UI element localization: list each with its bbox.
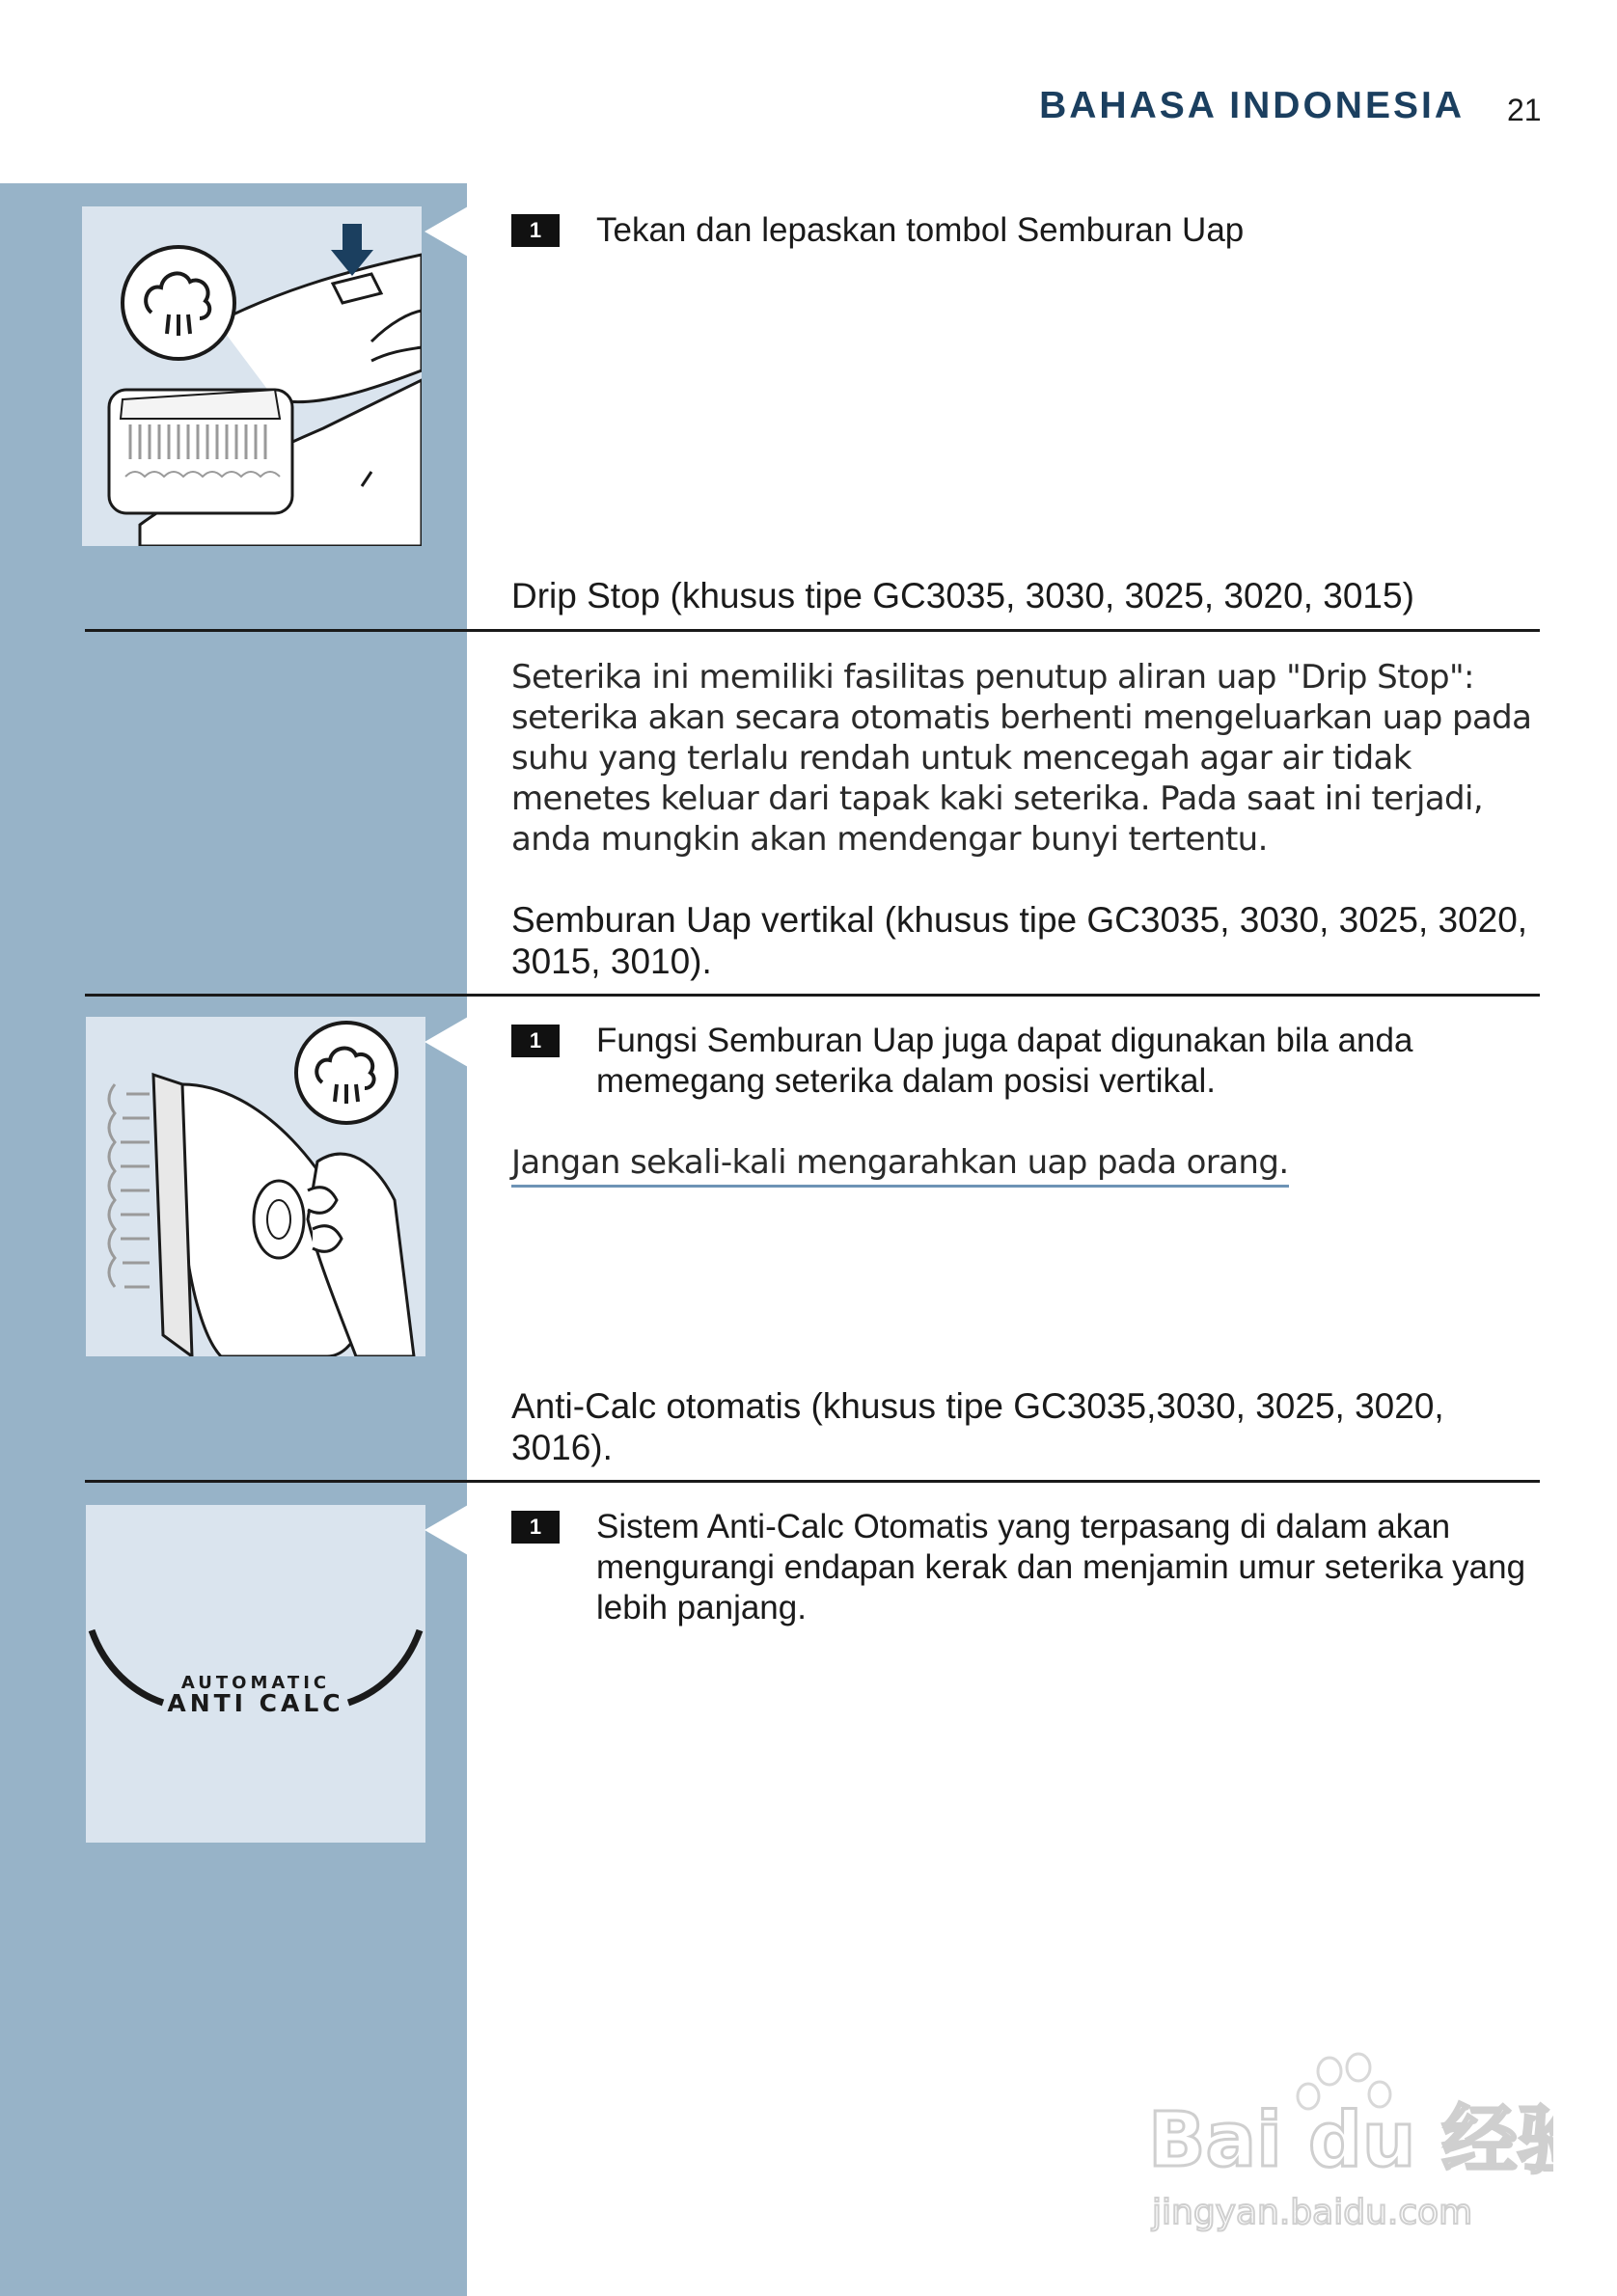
language-header: BAHASA INDONESIA	[1039, 85, 1465, 126]
section-divider	[85, 629, 1540, 632]
anti-calc-illustration	[86, 1505, 425, 1843]
section-divider	[85, 1480, 1540, 1483]
section-heading-vertical-steam: Semburan Uap vertikal (khusus tipe GC3035, 3030, 3025, 3020, 3015, 3010).	[511, 900, 1528, 981]
watermark-url: jingyan.baidu.com	[1152, 2193, 1473, 2232]
anti-calc-label-main: ANTI CALC	[167, 1689, 344, 1717]
section-heading-drip-stop: Drip Stop (khusus tipe GC3035, 3030, 3025, 3020, 3015)	[511, 576, 1414, 615]
step-number: 1	[511, 214, 560, 247]
watermark-brand: Bai du 经验	[1148, 2097, 1553, 2184]
warning-note: Jangan sekali-kali mengarahkan uap pada orang.	[511, 1142, 1289, 1188]
step-number: 1	[511, 1025, 560, 1057]
steam-button-illustration	[82, 206, 422, 546]
vertical-steam-illustration	[86, 1017, 425, 1356]
step-number: 1	[511, 1511, 560, 1544]
section-divider	[85, 994, 1540, 997]
step-vertical-steam	[511, 1021, 1544, 1102]
vertical-iron-drawing	[86, 1017, 425, 1356]
illustration-pointer	[425, 1505, 468, 1555]
section-heading-anti-calc: Anti-Calc otomatis (khusus tipe GC3035,3030, 3025, 3020, 3016).	[511, 1386, 1444, 1467]
iron-steam-shot-drawing	[82, 206, 422, 546]
anti-calc-dial-drawing	[86, 1505, 425, 1843]
page-number: 21	[1507, 93, 1542, 127]
step-anti-calc	[511, 1507, 1544, 1628]
drip-stop-description: Seterika ini memiliki fasilitas penutup aliran uap "Drip Stop": seterika akan secara otomatis berhenti mengeluarkan uap pada suhu yang terlalu rendah untuk mencegah agar air tidak menetes keluar dari tapak kaki seterika. Pada saat ini terjadi, anda mungkin akan mendengar bunyi tertentu.	[511, 658, 1532, 859]
baidu-watermark	[1148, 2050, 1553, 2243]
step-press-steam-button	[511, 210, 1544, 251]
baidu-watermark-graphic	[1148, 2050, 1553, 2243]
step-text: Fungsi Semburan Uap juga dapat digunakan bila anda memegang seterika dalam posisi vertikal.	[596, 1022, 1413, 1100]
step-text: Tekan dan lepaskan tombol Semburan Uap	[596, 211, 1245, 249]
illustration-pointer	[425, 206, 468, 257]
illustration-pointer	[425, 1017, 468, 1067]
step-text: Sistem Anti-Calc Otomatis yang terpasang di dalam akan mengurangi endapan kerak dan menjamin umur seterika yang lebih panjang.	[596, 1508, 1526, 1626]
anti-calc-label-automatic: AUTOMATIC	[180, 1673, 331, 1693]
